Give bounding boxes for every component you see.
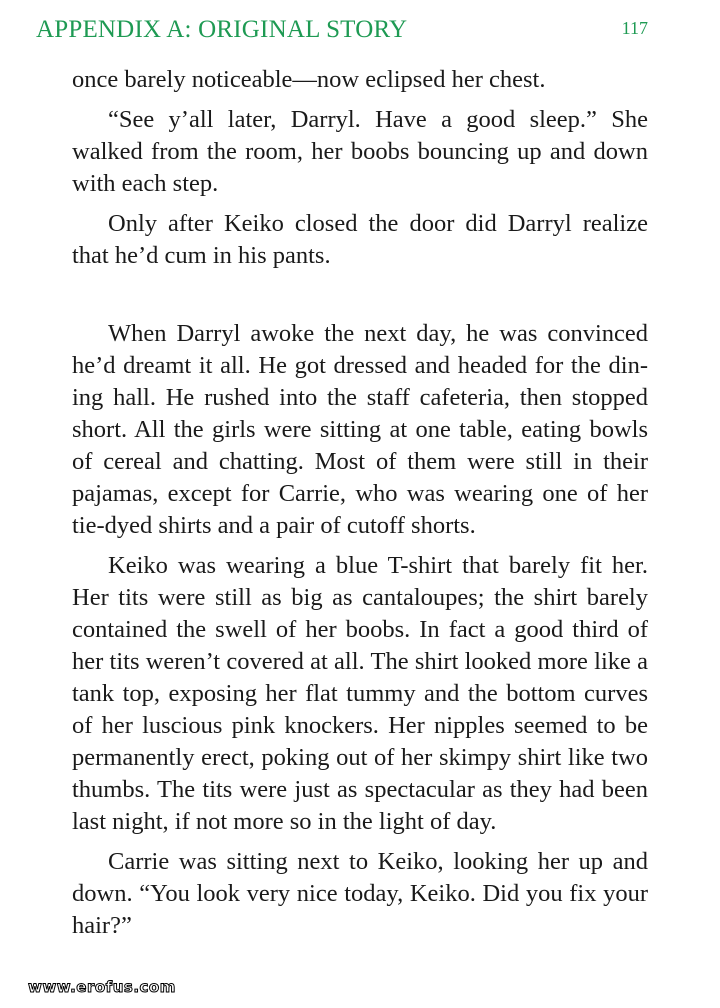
paragraph: Only after Keiko closed the door did Darryl realize that he’d cum in his pants. (72, 210, 648, 269)
paragraph: “See y’all later, Darryl. Have a good sleep.” She walked from the room, her boobs bouncing up and down with each step. (72, 106, 648, 197)
paragraph: Keiko was wearing a blue T-shirt that barely fit her. Her tits were still as big as cantaloupes; the shirt barely contained the swell of her boobs. In fact a good third of her tits weren’t covered at all. The shirt looked more like a tank top, exposing her flat tummy and the bottom curves of her luscious pink knockers. Her nipples seemed to be permanently erect, poking out of her skimpy shirt like two thumbs. The tits were just as spectacular as they had been last night, if not more so in the light of day. (72, 552, 648, 835)
paragraph: Carrie was sitting next to Keiko, looking her up and down. “You look very nice today, Keiko. Did you fix your hair?” (72, 848, 648, 939)
running-head: APPENDIX A: ORIGINAL STORY (36, 16, 408, 43)
paragraph: once barely noticeable—now eclipsed her chest. (72, 66, 546, 93)
site-watermark: www.erofus.com (28, 978, 176, 996)
page-number: 117 (621, 18, 648, 38)
body-text (72, 64, 648, 950)
page-header (36, 14, 648, 48)
paragraph: When Darryl awoke the next day, he was convinced he’d dreamt it all. He got dressed and headed for the dining hall. He rushed into the staff cafeteria, then stopped short. All the girls were sitting at one table, eating bowls of cereal and chatting. Most of them were still in their pajamas, except for Carrie, who was wearing one of her tie-dyed shirts and a pair of cutoff shorts. (72, 320, 648, 539)
